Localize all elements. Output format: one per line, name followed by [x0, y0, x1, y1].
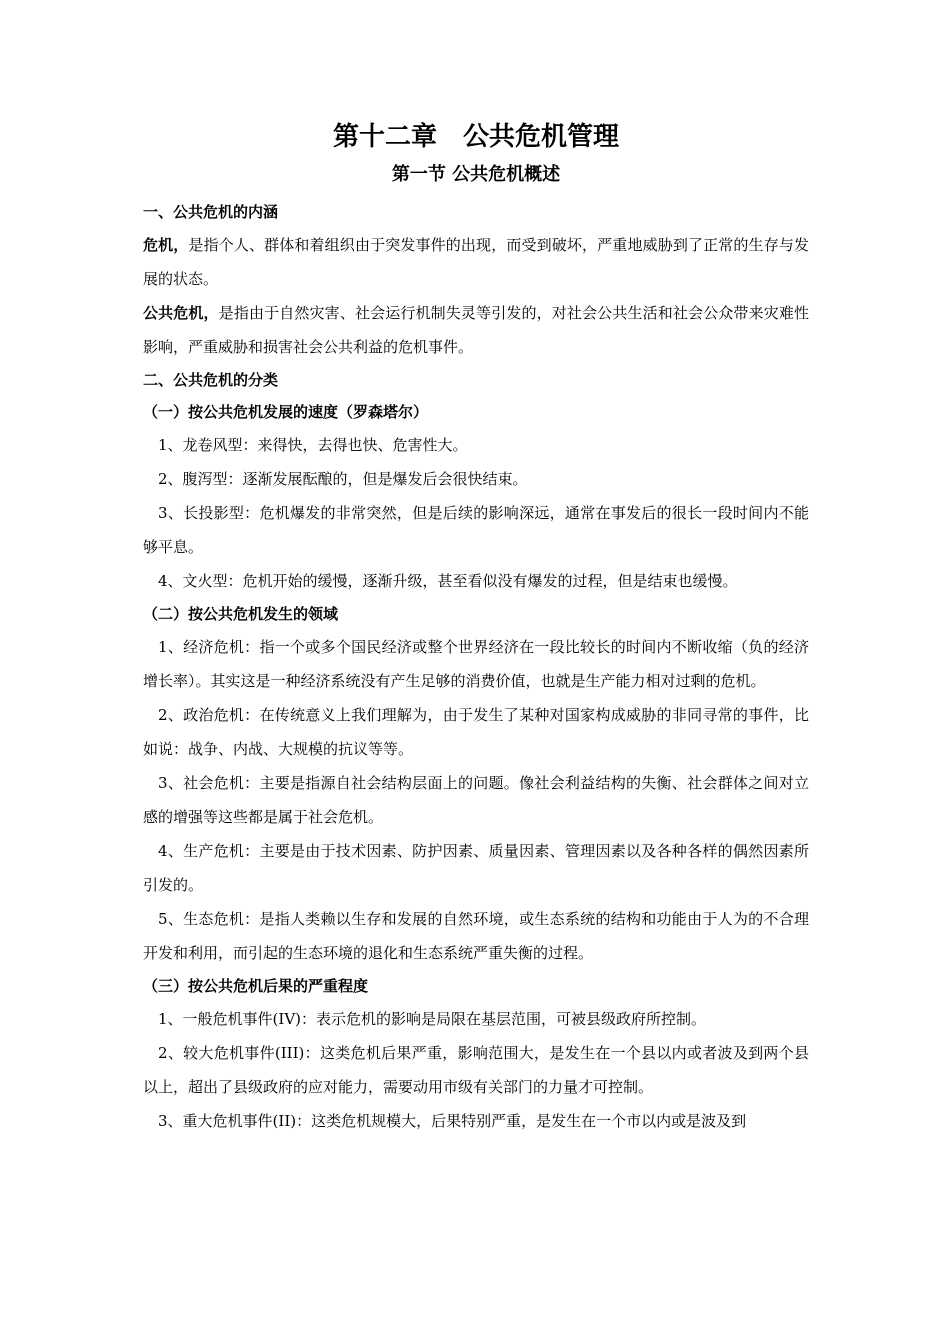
part2-heading: 二、公共危机的分类	[143, 371, 279, 389]
group2-item: 3、社会危机：主要是指源自社会结构层面上的问题。像社会利益结构的失衡、社会群体之间对立感的增强等这些都是属于社会危机。	[143, 774, 809, 826]
part1-heading: 一、公共危机的内涵	[143, 203, 279, 221]
group3-item: 2、较大危机事件(III)：这类危机后果严重，影响范围大，是发生在一个县以内或者波及到两个县以上，超出了县级政府的应对能力，需要动用市级有关部门的力量才可控制。	[143, 1044, 809, 1096]
group2-heading: （二）按公共危机发生的领域	[143, 605, 339, 623]
group2-item: 1、经济危机：指一个或多个国民经济或整个世界经济在一段比较长的时间内不断收缩（负的经济增长率）。其实这是一种经济系统没有产生足够的消费价值，也就是生产能力相对过剩的危机。	[143, 638, 809, 690]
group1-item: 4、文火型：危机开始的缓慢，逐渐升级，甚至看似没有爆发的过程，但是结束也缓慢。	[158, 572, 738, 590]
definition-public-crisis-term: 公共危机，	[143, 304, 219, 322]
definition-crisis-text: 是指个人、群体和着组织由于突发事件的出现，而受到破坏，严重地威胁到了正常的生存与发展的状态。	[143, 236, 809, 288]
group2-item: 2、政治危机：在传统意义上我们理解为，由于发生了某种对国家构成威胁的非同寻常的事件，比如说：战争、内战、大规模的抗议等等。	[143, 706, 809, 758]
group3-item: 1、一般危机事件(IV)：表示危机的影响是局限在基层范围，可被县级政府所控制。	[158, 1010, 707, 1028]
group1-item: 2、腹泻型：逐渐发展酝酿的，但是爆发后会很快结束。	[158, 470, 528, 488]
definition-crisis-term: 危机，	[143, 236, 189, 254]
definition-crisis	[143, 228, 809, 296]
definition-public-crisis-text: 是指由于自然灾害、社会运行机制失灵等引发的，对社会公共生活和社会公众带来灾难性影响，严重威胁和损害社会公共利益的危机事件。	[143, 304, 809, 356]
group3-item: 3、重大危机事件(II)：这类危机规模大，后果特别严重，是发生在一个市以内或是波及到	[158, 1112, 747, 1130]
group1-item: 1、龙卷风型：来得快，去得也快、危害性大。	[158, 436, 468, 454]
group1-heading: （一）按公共危机发展的速度（罗森塔尔）	[143, 403, 429, 421]
group1-item: 3、长投影型：危机爆发的非常突然，但是后续的影响深远，通常在事发后的很长一段时间内不能够平息。	[143, 504, 809, 556]
group3-heading: （三）按公共危机后果的严重程度	[143, 977, 369, 995]
definition-public-crisis	[143, 296, 809, 364]
group2-item: 4、生产危机：主要是由于技术因素、防护因素、质量因素、管理因素以及各种各样的偶然因素所引发的。	[143, 842, 809, 894]
group2-item: 5、生态危机：是指人类赖以生存和发展的自然环境，或生态系统的结构和功能由于人为的不合理开发和利用，而引起的生态环境的退化和生态系统严重失衡的过程。	[143, 910, 809, 962]
document-content	[143, 112, 809, 1138]
section-title: 第一节 公共危机概述	[391, 164, 561, 185]
chapter-title: 第十二章 公共危机管理	[332, 122, 619, 152]
